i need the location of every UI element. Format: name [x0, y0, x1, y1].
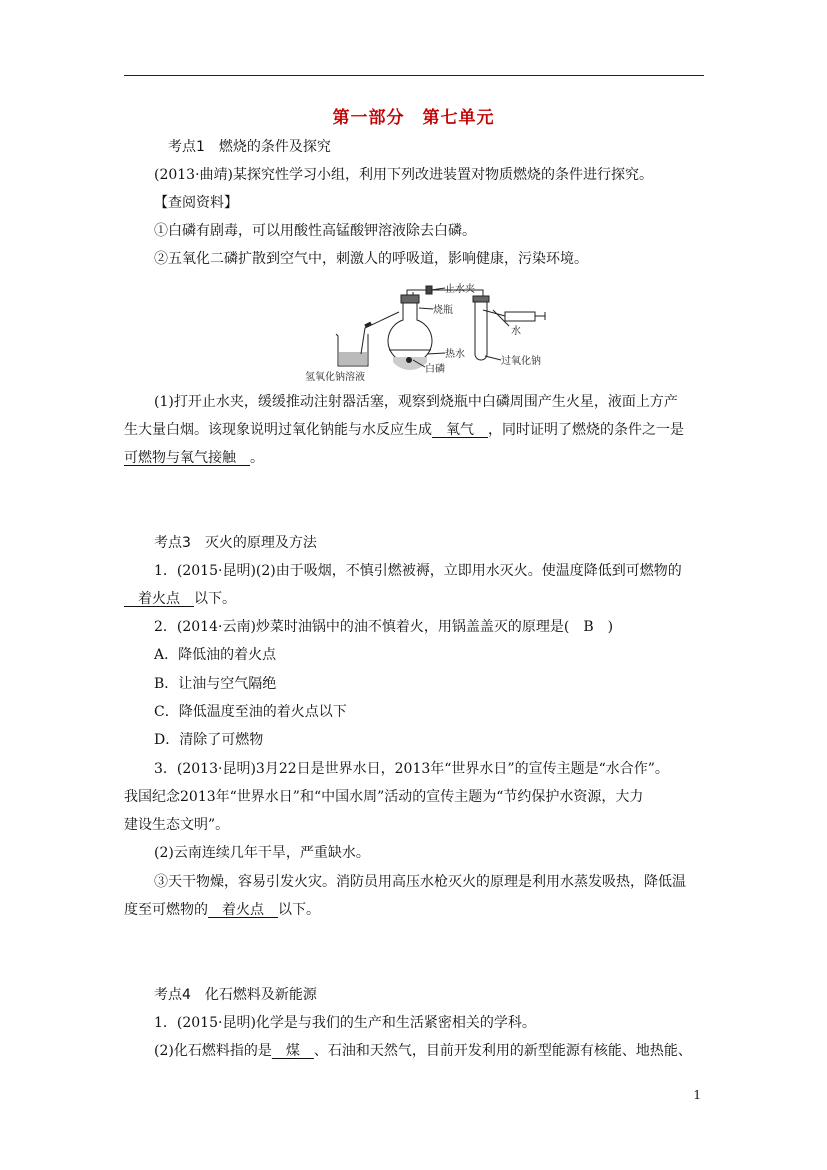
section-heading-kd1: 考点1 燃烧的条件及探究	[168, 139, 331, 155]
kd4-q1: 1．(2015·昆明)化学是与我们的生产和生活紧密相关的学科。	[154, 1015, 536, 1031]
answer-blank: 氧气	[432, 422, 488, 438]
kd3-q3-line2: 我国纪念2013年“世界水日”和“中国水周”活动的宣传主题为“节约保护水资源，大力	[124, 789, 644, 805]
stopper-shape	[401, 295, 419, 303]
kd1-info-1: ①白磷有剧毒，可以用酸性高锰酸钾溶液除去白磷。	[154, 223, 476, 239]
outlet-tube	[361, 312, 399, 354]
kd3-option-c: C．降低温度至油的着火点以下	[154, 704, 347, 720]
page-title: 第一部分 第七单元	[332, 108, 495, 128]
label-peroxide: 过氧化钠	[501, 356, 541, 367]
kd3-option-d: D．清除了可燃物	[154, 732, 264, 748]
kd1-q1-line2: 生大量白烟。该现象说明过氧化钠能与水反应生成 氧气 ，同时证明了燃烧的条件之一是	[124, 422, 684, 438]
label-hotwater: 热水	[445, 349, 465, 360]
kd1-intro: (2013·曲靖)某探究性学习小组，利用下列改进装置对物质燃烧的条件进行探究。	[154, 167, 654, 183]
kd4-q1-line2: (2)化石燃料指的是 煤 、石油和天然气，目前开发利用的新型能源有核能、地热能、	[154, 1043, 692, 1059]
kd1-q1-line3: 可燃物与氧气接触 。	[124, 450, 264, 466]
naoh-liquid	[339, 352, 367, 365]
kd3-q3-line4: (2)云南连续几年干旱，严重缺水。	[154, 845, 370, 861]
white-phosphorus-mark	[406, 357, 412, 363]
experiment-apparatus-figure	[305, 282, 548, 383]
answer-blank: 着火点	[124, 591, 194, 607]
test-tube-shape	[475, 300, 487, 360]
label-water: 水	[511, 326, 521, 337]
kd3-q1-line1: 1．(2015·昆明)(2)由于吸烟，不慎引燃被褥，立即用水灭火。使温度降低到可燃物的	[154, 563, 682, 579]
label-clamp: 止水夹	[445, 284, 475, 295]
label-phosphorus: 白磷	[425, 364, 445, 375]
answer-blank: 煤	[271, 1043, 314, 1059]
kd3-option-b: B．让油与空气隔绝	[154, 676, 277, 692]
kd3-q3-line3: 建设生态文明”。	[124, 817, 230, 833]
section-heading-kd3: 考点3 灭火的原理及方法	[154, 535, 317, 551]
syringe-barrel	[505, 312, 535, 321]
kd1-info-2: ②五氧化二磷扩散到空气中，刺激人的呼吸道，影响健康，污染环境。	[154, 251, 588, 267]
kd1-q1-line1: (1)打开止水夹，缓缓推动注射器活塞，观察到烧瓶中白磷周围产生火星，液面上方产	[154, 394, 678, 410]
kd3-q1-line2: 着火点 以下。	[124, 591, 236, 607]
kd3-q2: 2．(2014·云南)炒菜时油锅中的油不慎着火，用锅盖盖灭的原理是( B )	[154, 619, 614, 635]
flask-shape	[388, 302, 432, 363]
kd3-q3-line6: 度至可燃物的 着火点 以下。	[124, 902, 320, 918]
answer-blank: 着火点	[208, 902, 278, 918]
header-rule	[124, 75, 704, 76]
kd3-option-a: A．降低油的着火点	[154, 647, 277, 663]
label-naoh: 氢氧化钠溶液	[305, 372, 365, 383]
answer-blank: 可燃物与氧气接触	[124, 450, 250, 466]
section-heading-kd4: 考点4 化石燃料及新能源	[154, 987, 317, 1003]
kd3-q3-line5: ③天干物燥，容易引发火灾。消防员用高压水枪灭火的原理是利用水蒸发吸热，降低温	[154, 874, 686, 890]
label-flask: 烧瓶	[433, 305, 453, 316]
kd3-q3-line1: 3．(2013·昆明)3月22日是世界水日，2013年“世界水日”的宣传主题是“水合作”。	[154, 761, 669, 777]
page-number: 1	[693, 1088, 701, 1102]
kd1-info-heading: 【查阅资料】	[154, 195, 238, 211]
